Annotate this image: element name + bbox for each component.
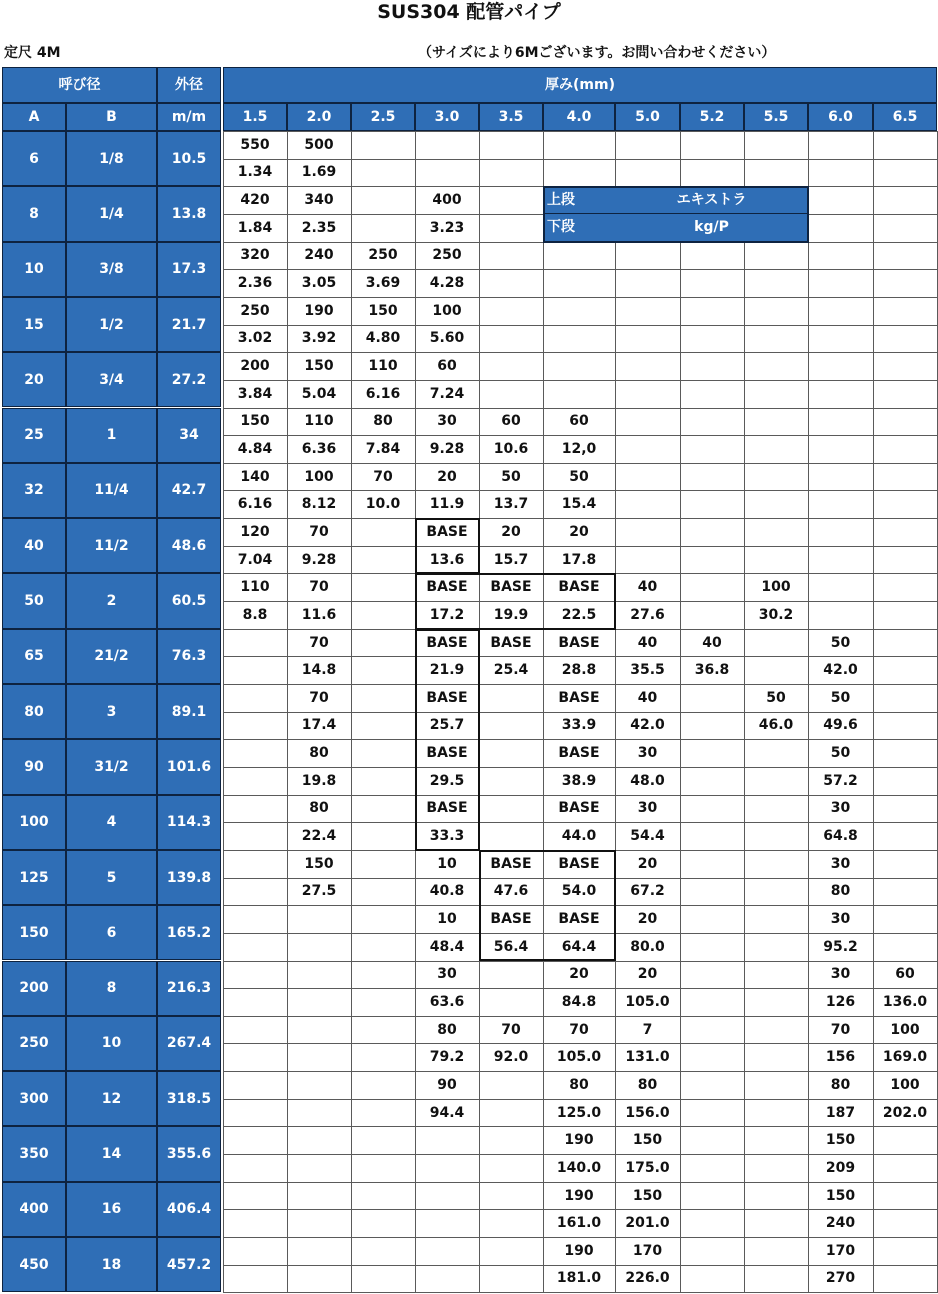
weight-value: 10.0 [365,496,401,513]
weight-value: 14.8 [301,662,337,679]
quantity-value: 70 [309,579,329,596]
quantity-value: 190 [564,1242,594,1259]
quantity-value: 20 [637,855,658,872]
outer-diameter-cell: 355.6 [157,1126,221,1181]
weight-value: 9.28 [429,440,465,457]
weight-value: 11.9 [429,496,465,513]
weight-value: 169.0 [882,1049,928,1066]
nominal-b-cell: 3 [66,684,157,739]
outer-diameter-cell: 10.5 [157,131,221,186]
quantity-value: 150 [632,1187,663,1204]
weight-value: 136.0 [882,993,928,1010]
outer-diameter-cell: 216.3 [157,961,221,1016]
nominal-a-cell: 50 [2,573,66,628]
quantity-value: 70 [373,468,393,485]
nominal-b-cell: 6 [66,905,157,960]
weight-value: 27.5 [301,883,337,900]
thickness-col-header: 3.5 [479,103,543,131]
quantity-value: 70 [501,1021,521,1038]
quantity-value: 80 [373,413,393,430]
quantity-value: BASE [426,689,468,706]
page-title: SUS304 配管パイプ [377,1,561,23]
weight-value: 67.2 [630,883,665,900]
outer-diameter-cell: 34 [157,408,221,463]
weight-value: 3.84 [237,385,273,402]
thickness-col-header: 6.5 [873,103,937,131]
header-col-b: B [66,103,157,131]
nominal-b-cell: 3/8 [66,242,157,297]
weight-value: 1.34 [237,164,273,181]
weight-value: 131.0 [625,1049,670,1066]
weight-value: 25.7 [429,717,465,734]
quantity-value: 240 [304,247,334,264]
weight-value: 17.2 [429,606,465,623]
quantity-value: BASE [426,634,468,651]
header-outer-diameter: 外径 [157,67,221,103]
nominal-b-cell: 18 [66,1237,157,1292]
quantity-value: BASE [558,634,600,651]
quantity-value: 190 [304,302,334,319]
weight-value: 92.0 [493,1049,529,1066]
nominal-a-cell: 40 [2,518,66,573]
weight-value: 48.0 [630,772,665,789]
weight-value: 17.8 [561,551,597,568]
quantity-value: 20 [437,468,457,485]
thickness-col-header: 5.2 [680,103,744,131]
nominal-a-cell: 10 [2,242,66,297]
weight-value: 47.6 [493,883,529,900]
weight-value: 22.5 [561,606,597,623]
quantity-value: 150 [304,358,334,374]
quantity-value: BASE [558,689,600,706]
quantity-value: 500 [304,136,334,153]
outer-diameter-cell: 60.5 [157,573,221,628]
quantity-value: 20 [569,966,589,983]
weight-value: 46.0 [758,717,794,734]
outer-diameter-cell: 318.5 [157,1071,221,1126]
quantity-value: 30 [830,966,851,983]
outer-diameter-cell: 42.7 [157,463,221,518]
quantity-value: BASE [426,800,468,817]
nominal-b-cell: 21/2 [66,629,157,684]
weight-value: 7.84 [365,440,401,457]
outer-diameter-cell: 13.8 [157,186,221,241]
quantity-value: BASE [490,579,532,596]
nominal-a-cell: 150 [2,905,66,960]
quantity-value: 80 [309,800,329,817]
weight-value: 12,0 [561,440,597,457]
weight-value: 48.4 [429,938,465,955]
quantity-value: 30 [830,800,851,817]
quantity-value: BASE [558,855,600,872]
quantity-value: 70 [309,523,329,540]
quantity-value: 170 [632,1242,663,1259]
weight-value: 2.36 [237,275,273,292]
quantity-value: 150 [825,1132,856,1149]
weight-value: 9.28 [301,551,337,568]
quantity-value: 250 [432,247,462,264]
weight-value: 21.9 [429,662,465,679]
weight-value: 3.02 [237,330,273,347]
outer-diameter-cell: 114.3 [157,795,221,850]
quantity-value: 80 [637,1076,658,1093]
thickness-col-header: 5.0 [615,103,680,131]
nominal-b-cell: 8 [66,961,157,1016]
quantity-value: 150 [632,1132,663,1149]
legend-upper-value: エキストラ [615,186,808,214]
quantity-value: 30 [830,911,851,927]
weight-value: 7.04 [237,551,273,568]
quantity-value: 60 [437,358,457,374]
size-inquiry-note: （サイズにより6Mございます。お問い合わせください） [418,45,776,61]
nominal-a-cell: 450 [2,1237,66,1292]
weight-value: 105.0 [625,993,670,1010]
quantity-value: 150 [368,302,398,319]
quantity-value: 30 [830,855,851,872]
quantity-value: 10 [437,911,457,927]
weight-value: 209 [825,1159,856,1176]
weight-value: 15.4 [561,496,597,513]
thickness-col-header: 4.0 [543,103,615,131]
thickness-col-header: 5.5 [744,103,808,131]
weight-value: 6.16 [237,496,273,513]
weight-value: 201.0 [625,1215,670,1232]
quantity-value: 20 [501,523,521,540]
outer-diameter-cell: 76.3 [157,629,221,684]
nominal-b-cell: 1/8 [66,131,157,186]
quantity-value: 30 [637,745,658,762]
quantity-value: 30 [637,800,658,817]
weight-value: 40.8 [429,883,465,900]
weight-value: 54.0 [561,883,597,900]
header-col-mm: m/m [157,103,221,131]
quantity-value: 140 [240,468,270,485]
nominal-b-cell: 5 [66,850,157,905]
quantity-value: BASE [426,745,468,762]
quantity-value: 70 [569,1021,589,1038]
nominal-b-cell: 1/4 [66,186,157,241]
weight-value: 202.0 [882,1104,928,1121]
quantity-value: 100 [890,1076,920,1093]
quantity-value: 80 [437,1021,457,1038]
weight-value: 3.69 [365,275,401,292]
weight-value: 15.7 [493,551,529,568]
quantity-value: 60 [895,966,915,983]
weight-value: 13.7 [493,496,529,513]
weight-value: 4.84 [237,440,273,457]
nominal-a-cell: 32 [2,463,66,518]
quantity-value: 190 [564,1187,594,1204]
weight-value: 126 [825,993,856,1010]
nominal-a-cell: 90 [2,739,66,794]
nominal-a-cell: 6 [2,131,66,186]
legend-lower-label: 下段 [543,214,615,242]
nominal-a-cell: 350 [2,1126,66,1181]
weight-value: 161.0 [556,1215,602,1232]
quantity-value: 550 [240,136,270,153]
quantity-value: 150 [825,1187,856,1204]
header-thickness: 厚み(mm) [223,67,937,103]
weight-value: 5.60 [429,330,465,347]
weight-value: 94.4 [429,1104,465,1121]
quantity-value: 70 [309,689,329,706]
weight-value: 38.9 [561,772,597,789]
nominal-a-cell: 100 [2,795,66,850]
nominal-a-cell: 8 [2,186,66,241]
header-col-a: A [2,103,66,131]
quantity-value: BASE [558,800,600,817]
weight-value: 1.69 [301,164,337,181]
thickness-col-header: 6.0 [808,103,873,131]
weight-value: 42.0 [823,662,858,679]
quantity-value: 30 [437,413,457,430]
nominal-a-cell: 15 [2,297,66,352]
quantity-value: 40 [637,634,658,651]
quantity-value: 70 [830,1021,851,1038]
weight-value: 33.3 [429,828,465,845]
quantity-value: 80 [830,1076,851,1093]
weight-value: 33.9 [561,717,597,734]
outer-diameter-cell: 165.2 [157,905,221,960]
weight-value: 1.84 [237,219,273,236]
nominal-a-cell: 400 [2,1182,66,1237]
outer-diameter-cell: 457.2 [157,1237,221,1292]
quantity-value: BASE [490,855,532,872]
thickness-col-header: 2.5 [351,103,415,131]
quantity-value: 120 [240,523,270,540]
quantity-value: 250 [240,302,270,319]
nominal-b-cell: 12 [66,1071,157,1126]
quantity-value: 420 [240,192,270,209]
quantity-value: 100 [304,468,334,485]
weight-value: 105.0 [556,1049,602,1066]
quantity-value: 100 [890,1021,920,1038]
weight-value: 63.6 [429,993,465,1010]
weight-value: 25.4 [493,662,529,679]
weight-value: 54.4 [630,828,665,845]
quantity-value: 70 [309,634,329,651]
weight-value: 80 [830,883,851,900]
weight-value: 57.2 [823,772,858,789]
weight-value: 30.2 [758,606,794,623]
nominal-a-cell: 125 [2,850,66,905]
legend-outline [543,186,809,242]
quantity-value: 50 [830,689,851,706]
header-nominal: 呼び径 [2,67,157,103]
quantity-value: BASE [558,911,600,927]
weight-value: 125.0 [556,1104,602,1121]
outer-diameter-cell: 17.3 [157,242,221,297]
weight-value: 226.0 [625,1270,670,1287]
outer-diameter-cell: 48.6 [157,518,221,573]
quantity-value: 10 [437,855,457,872]
weight-value: 156 [825,1049,856,1066]
quantity-value: 50 [501,468,521,485]
nominal-b-cell: 10 [66,1016,157,1071]
quantity-value: 190 [564,1132,594,1149]
weight-value: 56.4 [493,938,529,955]
outer-diameter-cell: 27.2 [157,352,221,407]
weight-value: 8.8 [242,606,268,623]
weight-value: 8.12 [301,496,337,513]
thickness-col-header: 3.0 [415,103,479,131]
quantity-value: 100 [761,579,791,596]
quantity-value: BASE [490,634,532,651]
quantity-value: 150 [304,855,334,872]
weight-value: 10.6 [493,440,529,457]
quantity-value: 50 [830,634,851,651]
nominal-a-cell: 25 [2,408,66,463]
outer-diameter-cell: 21.7 [157,297,221,352]
weight-value: 64.4 [561,938,597,955]
quantity-value: 20 [637,966,658,983]
quantity-value: BASE [490,911,532,927]
quantity-value: 80 [569,1076,589,1093]
weight-value: 5.04 [301,385,337,402]
quantity-value: 80 [309,745,329,762]
quantity-value: 40 [702,634,722,651]
nominal-b-cell: 4 [66,795,157,850]
quantity-value: 100 [432,302,462,319]
weight-value: 95.2 [823,938,858,955]
weight-value: 181.0 [556,1270,602,1287]
weight-value: 29.5 [429,772,465,789]
quantity-value: 20 [637,911,658,927]
weight-value: 22.4 [301,828,337,845]
weight-value: 187 [825,1104,856,1121]
weight-value: 175.0 [625,1159,670,1176]
weight-value: 35.5 [630,662,665,679]
quantity-value: 60 [569,413,589,430]
quantity-value: BASE [426,579,468,596]
quantity-value: 40 [637,579,658,596]
standard-length-note: 定尺 4M [4,45,61,61]
weight-value: 19.9 [493,606,529,623]
quantity-value: 110 [368,358,398,374]
legend-upper-label: 上段 [543,186,615,214]
weight-value: 19.8 [301,772,337,789]
quantity-value: 20 [569,523,589,540]
nominal-b-cell: 1 [66,408,157,463]
nominal-a-cell: 250 [2,1016,66,1071]
quantity-value: 40 [637,689,658,706]
weight-value: 49.6 [823,717,858,734]
thickness-col-header: 2.0 [287,103,351,131]
quantity-value: 400 [432,192,462,209]
quantity-value: 90 [437,1076,457,1093]
quantity-value: 170 [825,1242,856,1259]
weight-value: 4.28 [429,275,465,292]
weight-value: 270 [825,1270,856,1287]
quantity-value: 30 [437,966,457,983]
quantity-value: 60 [501,413,521,430]
weight-value: 140.0 [556,1159,602,1176]
quantity-value: BASE [558,579,600,596]
legend-lower-value: kg/P [615,214,808,242]
nominal-b-cell: 11/4 [66,463,157,518]
quantity-value: 250 [368,247,398,264]
weight-value: 28.8 [561,662,597,679]
quantity-value: 320 [240,247,270,264]
quantity-value: BASE [426,523,468,540]
quantity-value: 110 [240,579,270,596]
nominal-a-cell: 200 [2,961,66,1016]
nominal-a-cell: 300 [2,1071,66,1126]
weight-value: 3.05 [301,275,337,292]
weight-value: 6.16 [365,385,401,402]
quantity-value: 50 [830,745,851,762]
nominal-b-cell: 16 [66,1182,157,1237]
quantity-value: 340 [304,192,334,209]
nominal-b-cell: 31/2 [66,739,157,794]
weight-value: 36.8 [694,662,730,679]
quantity-value: 110 [304,413,334,430]
nominal-b-cell: 1/2 [66,297,157,352]
weight-value: 79.2 [429,1049,465,1066]
outer-diameter-cell: 406.4 [157,1182,221,1237]
quantity-value: 50 [569,468,589,485]
weight-value: 44.0 [561,828,597,845]
quantity-value: 150 [240,413,270,430]
weight-value: 240 [825,1215,856,1232]
weight-value: 156.0 [625,1104,670,1121]
outer-diameter-cell: 89.1 [157,684,221,739]
nominal-b-cell: 3/4 [66,352,157,407]
weight-value: 64.8 [823,828,858,845]
weight-value: 3.23 [429,219,465,236]
weight-value: 84.8 [561,993,597,1010]
quantity-value: 200 [240,358,270,374]
weight-value: 42.0 [630,717,665,734]
nominal-a-cell: 20 [2,352,66,407]
weight-value: 4.80 [365,330,401,347]
nominal-b-cell: 2 [66,573,157,628]
weight-value: 27.6 [630,606,665,623]
weight-value: 6.36 [301,440,337,457]
nominal-a-cell: 65 [2,629,66,684]
weight-value: 7.24 [429,385,465,402]
thickness-col-header: 1.5 [223,103,287,131]
outer-diameter-cell: 101.6 [157,739,221,794]
weight-value: 80.0 [630,938,665,955]
quantity-value: 50 [766,689,786,706]
quantity-value: BASE [558,745,600,762]
nominal-b-cell: 11/2 [66,518,157,573]
weight-value: 13.6 [429,551,465,568]
weight-value: 11.6 [301,606,337,623]
weight-value: 2.35 [301,219,337,236]
quantity-value: 7 [642,1021,653,1038]
weight-value: 17.4 [301,717,337,734]
nominal-b-cell: 14 [66,1126,157,1181]
outer-diameter-cell: 139.8 [157,850,221,905]
nominal-a-cell: 80 [2,684,66,739]
weight-value: 3.92 [301,330,337,347]
outer-diameter-cell: 267.4 [157,1016,221,1071]
